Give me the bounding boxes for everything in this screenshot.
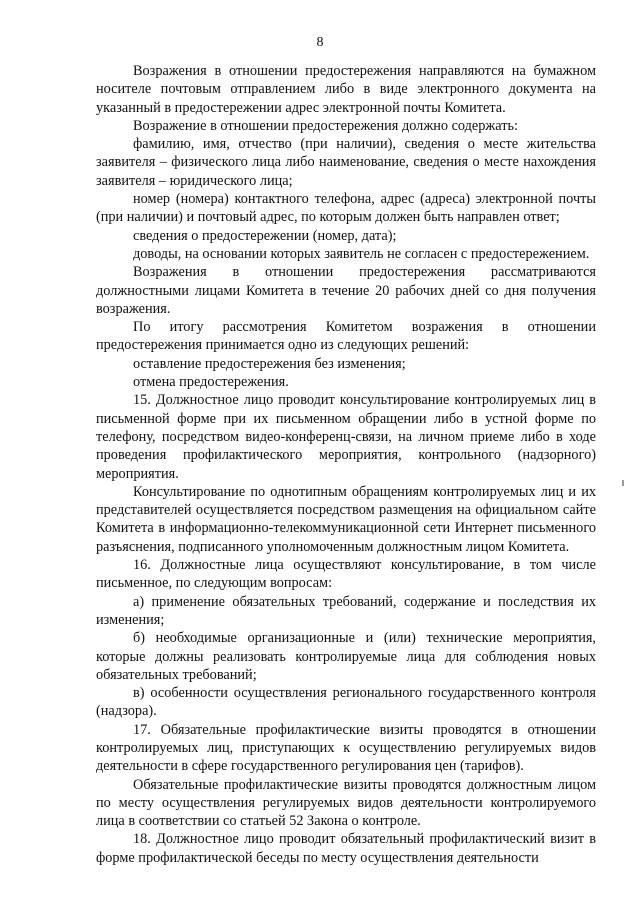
paragraph-item-16c: в) особенности осуществления регионального государственного контроля (надзора).: [96, 685, 596, 720]
paragraph-item-18: 18. Должностное лицо проводит обязательный профилактический визит в форме профилактической беседы по месту осуществления деятельности: [96, 831, 596, 866]
paragraph-objections-submission: Возражения в отношении предостережения направляются на бумажном носителе почтовым отправлением либо в виде электронного документа на указанный в предостережении адрес электронной почты Комитета.: [96, 63, 596, 116]
paragraph-review-term: Возражения в отношении предостережения рассматриваются должностными лицами Комитета в течение 20 рабочих дней со дня получения возражения.: [96, 264, 596, 317]
paragraph-decision-cancel: отмена предостережения.: [133, 374, 289, 391]
paragraph-warning-details: сведения о предостережении (номер, дата);: [133, 227, 397, 244]
paragraph-item-16: 16. Должностные лица осуществляют консультирование, в том числе письменное, по следующим вопросам:: [96, 557, 596, 592]
paragraph-arguments: доводы, на основании которых заявитель не согласен с предостережением.: [133, 245, 590, 262]
scan-speck: [622, 480, 624, 486]
paragraph-mandatory-visits: Обязательные профилактические визиты проводятся должностным лицом по месту осуществления регулируемых видов деятельности контролируемого лица в соответствии со статьей 52 Закона о контроле.: [96, 776, 596, 830]
paragraph-item-16a: а) применение обязательных требований, содержание и последствия их изменения;: [96, 593, 596, 628]
page-body: [96, 62, 596, 867]
paragraph-objection-contents: Возражение в отношении предостережения должно содержать:: [133, 117, 519, 134]
paragraph-review-result: По итогу рассмотрения Комитетом возражения в отношении предостережения принимается одно из следующих решений:: [96, 319, 596, 354]
paragraph-contact-details: номер (номера) контактного телефона, адрес (адреса) электронной почты (при наличии) и почтовый адрес, по которым должен быть направлен ответ;: [96, 191, 596, 226]
paragraph-applicant-name: фамилию, имя, отчество (при наличии), сведения о месте жительства заявителя – физического лица либо наименование, сведения о месте нахождения заявителя – юридического лица;: [96, 136, 596, 189]
paragraph-decision-keep: оставление предостережения без изменения;: [133, 355, 406, 372]
paragraph-similar-requests: Консультирование по однотипным обращениям контролируемых лиц и их представителей осуществляется посредством размещения на официальном сайте Комитета в информационно-телекоммуникационной сети Интернет письменного разъяснения, подписанного уполномоченным должностным лицом Комитета.: [96, 483, 596, 555]
paragraph-item-17: 17. Обязательные профилактические визиты проводятся в отношении контролируемых лиц, приступающих к осуществлению регулируемых видов деятельности в сфере государственного регулирования цен (тарифов).: [96, 721, 596, 775]
paragraph-item-15: 15. Должностное лицо проводит консультирование контролируемых лиц в письменной форме при их письменном обращении либо в устной форме по телефону, посредством видео-конференц-связи, на личном приеме либо в ходе проведения профилактического мероприятия, контрольного (надзорного) мероприятия.: [96, 392, 596, 482]
paragraph-item-16b: б) необходимые организационные и (или) технические мероприятия, которые должны реализовать контролируемые лица для соблюдения новых обязательных требований;: [96, 630, 596, 683]
page-number: 8: [316, 35, 324, 50]
